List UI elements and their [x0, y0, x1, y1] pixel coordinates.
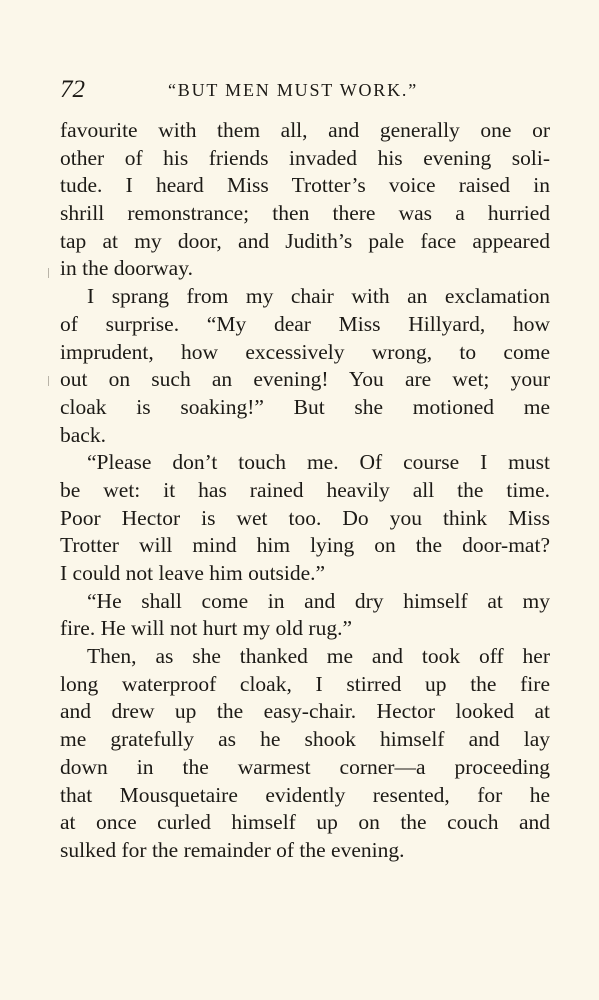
- text-line: Then, as she thanked me and took off her: [87, 644, 550, 669]
- text-line: “He shall come in and dry himself at my: [87, 588, 550, 613]
- text-line: of surprise. “My dear Miss Hillyard, how: [60, 311, 550, 336]
- text-line: at once curled himself up on the couch and: [60, 810, 550, 835]
- text-line: shrill remonstrance; then there was a hurried: [60, 201, 550, 226]
- text-line: be wet: it has rained heavily all the time.: [60, 477, 550, 502]
- text-line: I sprang from my chair with an exclamation: [87, 284, 550, 309]
- text-line: that Mousquetaire evidently resented, for he: [60, 782, 550, 807]
- text-line: fire. He will not hurt my old rug.”: [60, 616, 352, 641]
- margin-mark: [48, 268, 49, 278]
- text-line: other of his friends invaded his evening soli-: [60, 145, 550, 170]
- text-line: Trotter will mind him lying on the door-mat?: [60, 533, 550, 558]
- page-number: 72: [60, 76, 85, 103]
- text-line: tude. I heard Miss Trotter’s voice raised in: [60, 173, 550, 198]
- text-line: me gratefully as he shook himself and lay: [60, 727, 550, 752]
- text-line: I could not leave him outside.”: [60, 561, 326, 585]
- text-line: out on such an evening! You are wet; your: [60, 367, 550, 392]
- text-line: back.: [60, 422, 106, 447]
- text-line: long waterproof cloak, I stirred up the fire: [60, 671, 550, 696]
- text-line: tap at my door, and Judith’s pale face appeared: [60, 228, 550, 253]
- margin-mark: [48, 376, 49, 386]
- running-head: “BUT MEN MUST WORK.”: [168, 80, 419, 100]
- text-line: Poor Hector is wet too. Do you think Miss: [60, 505, 550, 530]
- text-line: cloak is soaking!” But she motioned me: [60, 394, 550, 419]
- text-line: “Please don’t touch me. Of course I must: [87, 450, 550, 475]
- text-line: in the doorway.: [60, 256, 193, 281]
- text-line: sulked for the remainder of the evening.: [60, 837, 405, 862]
- text-line: imprudent, how excessively wrong, to come: [60, 339, 550, 364]
- text-line: favourite with them all, and generally one or: [60, 118, 550, 142]
- text-line: and drew up the easy-chair. Hector looked at: [60, 699, 550, 724]
- body-text: [60, 117, 550, 865]
- page-header: [60, 73, 550, 107]
- text-line: down in the warmest corner—a proceeding: [60, 754, 550, 779]
